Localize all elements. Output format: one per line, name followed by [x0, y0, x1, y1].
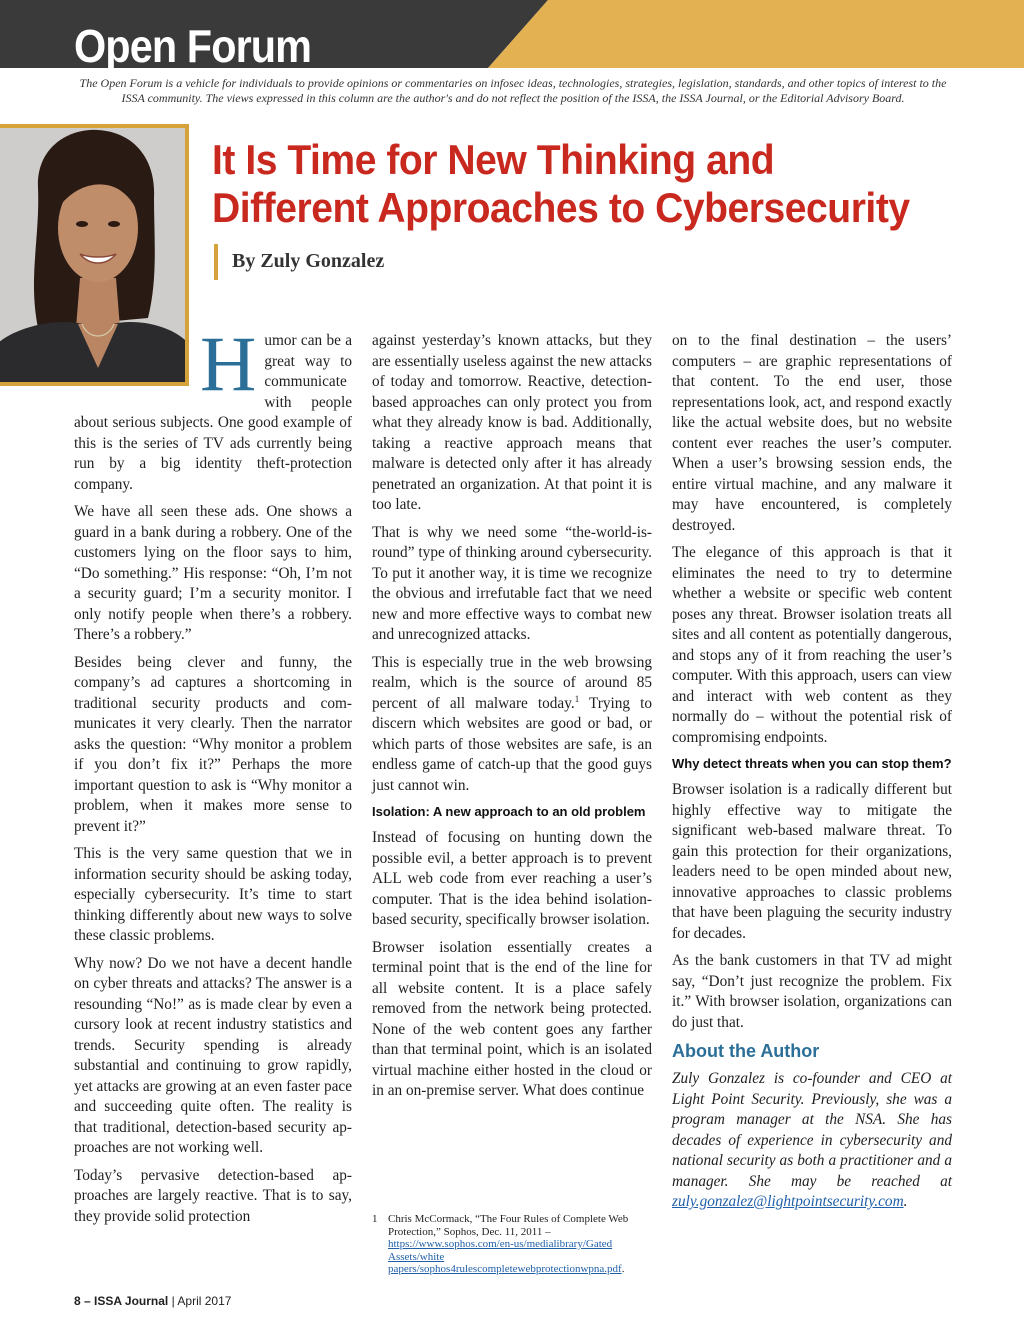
paragraph: against yesterday’s known attacks, but they are essentially useless against the new attacks of today and tomorrow. Reactive, detection-based approaches can only protect you from what they already know is bad. Additionally, taking a reactive approach means that malware is detected only after it has already penetrated an organization. At that point it is too late.: [372, 332, 652, 513]
subheading: Isolation: A new approach to an old problem: [372, 804, 646, 819]
author-email-link[interactable]: zuly.gonzalez@lightpointsecurity.com: [672, 1193, 904, 1210]
about-author-text: [672, 1069, 952, 1213]
footnote-number: 1: [372, 1213, 378, 1225]
page-footer: [74, 1294, 231, 1308]
paragraph: Why now? Do we not have a decent handle on cyber threats and attacks? The answer is a resounding “No!” as is made clear by even a cursory look at recent industry statistics and trends. Security spending is already substantial and continuing to grow rapidly, yet attacks are growing at an even faster pace and succeeding quite often. The reality is that traditional, detection-based security approaches are not working well.: [74, 954, 352, 1156]
punctuation: .: [903, 1193, 908, 1210]
article-title: It Is Time for New Thinking and Different Approaches to Cybersecurity: [212, 136, 910, 231]
paragraph: Instead of focusing on hunting down the possible evil, a better approach is to prevent ALL web code from ever reaching a user’s computer. That is the idea behind isolation-based security, specifically browser isolation.: [372, 829, 652, 928]
punctuation: .: [621, 1263, 625, 1275]
paragraph: Browser isolation is a radically different but highly effective way to mitigate the significant web-based malware threat. To gain this protection for their organizations, leaders need to be open minded about new, innovative approaches to classic problems that have been plaguing the security industry for decades.: [672, 781, 952, 942]
subheading: Why detect threats when you can stop them?: [672, 756, 952, 771]
paragraph: [372, 653, 652, 797]
about-author-heading: About the Author: [672, 1041, 820, 1061]
page-number: 8 – ISSA Journal: [74, 1294, 169, 1308]
paragraph-text: Trying to discern which websites are good or bad, or which parts of those websites are safe, is an endless game of catch-up that the good guys just cannot win.: [372, 694, 652, 794]
footnote-link[interactable]: https://www.sophos.com/en-us/medialibrary/Gated Assets/white papers/sophos4rulescompletewebprotectionwpna.pdf: [388, 1238, 622, 1275]
footnote-citation: Chris McCormack, “The Four Rules of Complete Web Protection,” Sophos, Dec. 11, 2011 –: [388, 1213, 629, 1238]
about-author-bio: Zuly Gonzalez is co-founder and CEO at Light Point Security. Previously, she was a program manager at the NSA. She has decades of experience in cybersecurity and national security as both a practitioner and a manager. She may be reached at: [672, 1070, 952, 1190]
paragraph: [74, 320, 352, 495]
section-banner: [0, 0, 1024, 72]
column-2: [372, 331, 652, 1109]
issue-date: April 2017: [177, 1294, 232, 1308]
footer-separator: |: [168, 1294, 178, 1308]
paragraph: Today’s pervasive detection-based approaches are largely reactive. That is to say, they provide solid protection: [74, 1166, 352, 1225]
byline: By Zuly Gonzalez: [232, 250, 385, 272]
footnote-text: [388, 1213, 652, 1276]
byline-accent-bar: [214, 244, 218, 280]
paragraph: This is the very same question that we in information security should be asking today, especially cybersecurity. It’s time to start thinking differently about new ways to solve these classic problems.: [74, 845, 352, 944]
footnote-ref[interactable]: 1: [574, 693, 580, 704]
column-3: [672, 331, 952, 1220]
drop-cap: H: [200, 320, 257, 407]
column-1: [74, 320, 352, 1234]
paragraph: Besides being clever and funny, the company’s ad captures a shortcoming in traditional security products and communicates it very clearly. Then the narrator asks the question: “Why monitor a problem if you don’t fix it?” Perhaps the more important question to ask is “Why monitor a problem, when it makes more sense to prevent it?”: [74, 653, 352, 835]
paragraph: As the bank customers in that TV ad might say, “Don’t just recognize the problem. Fix it.” With browser isolation, organizations can do just that.: [672, 952, 952, 1031]
paragraph: That is why we need some “the-world-is-round” type of thinking around cybersecurity. To put it another way, it is time we recognize the obvious and irrefutable fact that we need new and more effective ways to combat new and unrecognized attacks.: [372, 523, 652, 643]
section-intro: The Open Forum is a vehicle for individuals to provide opinions or commentaries on infosec ideas, technologies, strategies, legislation, standards, and other topics of interest to the ISSA community. The views expressed in this column are the author's and do not reflect the position of the ISSA, the ISSA Journal, or the Editorial Advisory Board.: [79, 76, 947, 105]
paragraph: The elegance of this approach is that it eliminates the need to try to determine whether a website or specific web content poses any threat. Browser isolation treats all sites and all content as potentially dangerous, and stops any of it from reaching the user’s computer. With this approach, users can view and interact with web content as they normally do – without the potential risk of compromising endpoints.: [672, 544, 952, 746]
paragraph-text: umor can be a great way to communicate with people about serious subjects. One good example of this is the series of TV ads currently being run by a big identity theft-protection company.: [74, 332, 352, 493]
paragraph-text: This is especially true in the web browsing realm, which is the source of around 85 percent of all malware today.: [372, 653, 652, 712]
paragraph: We have all seen these ads. One shows a guard in a bank during a robbery. One of the customers lying on the floor says to him, “Do something.” His response: “Oh, I’m not a security guard; I’m a security monitor. I only notify people when there’s a robbery. There’s a robbery.”: [74, 503, 352, 643]
paragraph: on to the final destination – the users’ computers – are graphic representations of that content. To the end user, those representations look, act, and respond exactly like the actual website does, but no website content ever reaches the user’s computer. When a user’s browsing session ends, the entire virtual machine, and any malware it may have encountered, is completely destroyed.: [672, 332, 952, 534]
section-title: Open Forum: [74, 20, 312, 72]
footnote: [372, 1213, 652, 1276]
paragraph: Browser isolation essentially creates a terminal point that is the end of the line for all website content. It is a place safely removed from the network being protected. None of the web content goes any farther than that terminal point, which is an isolated virtual machine either hosted in the cloud or in an on-premise server. What does continue: [372, 938, 652, 1099]
